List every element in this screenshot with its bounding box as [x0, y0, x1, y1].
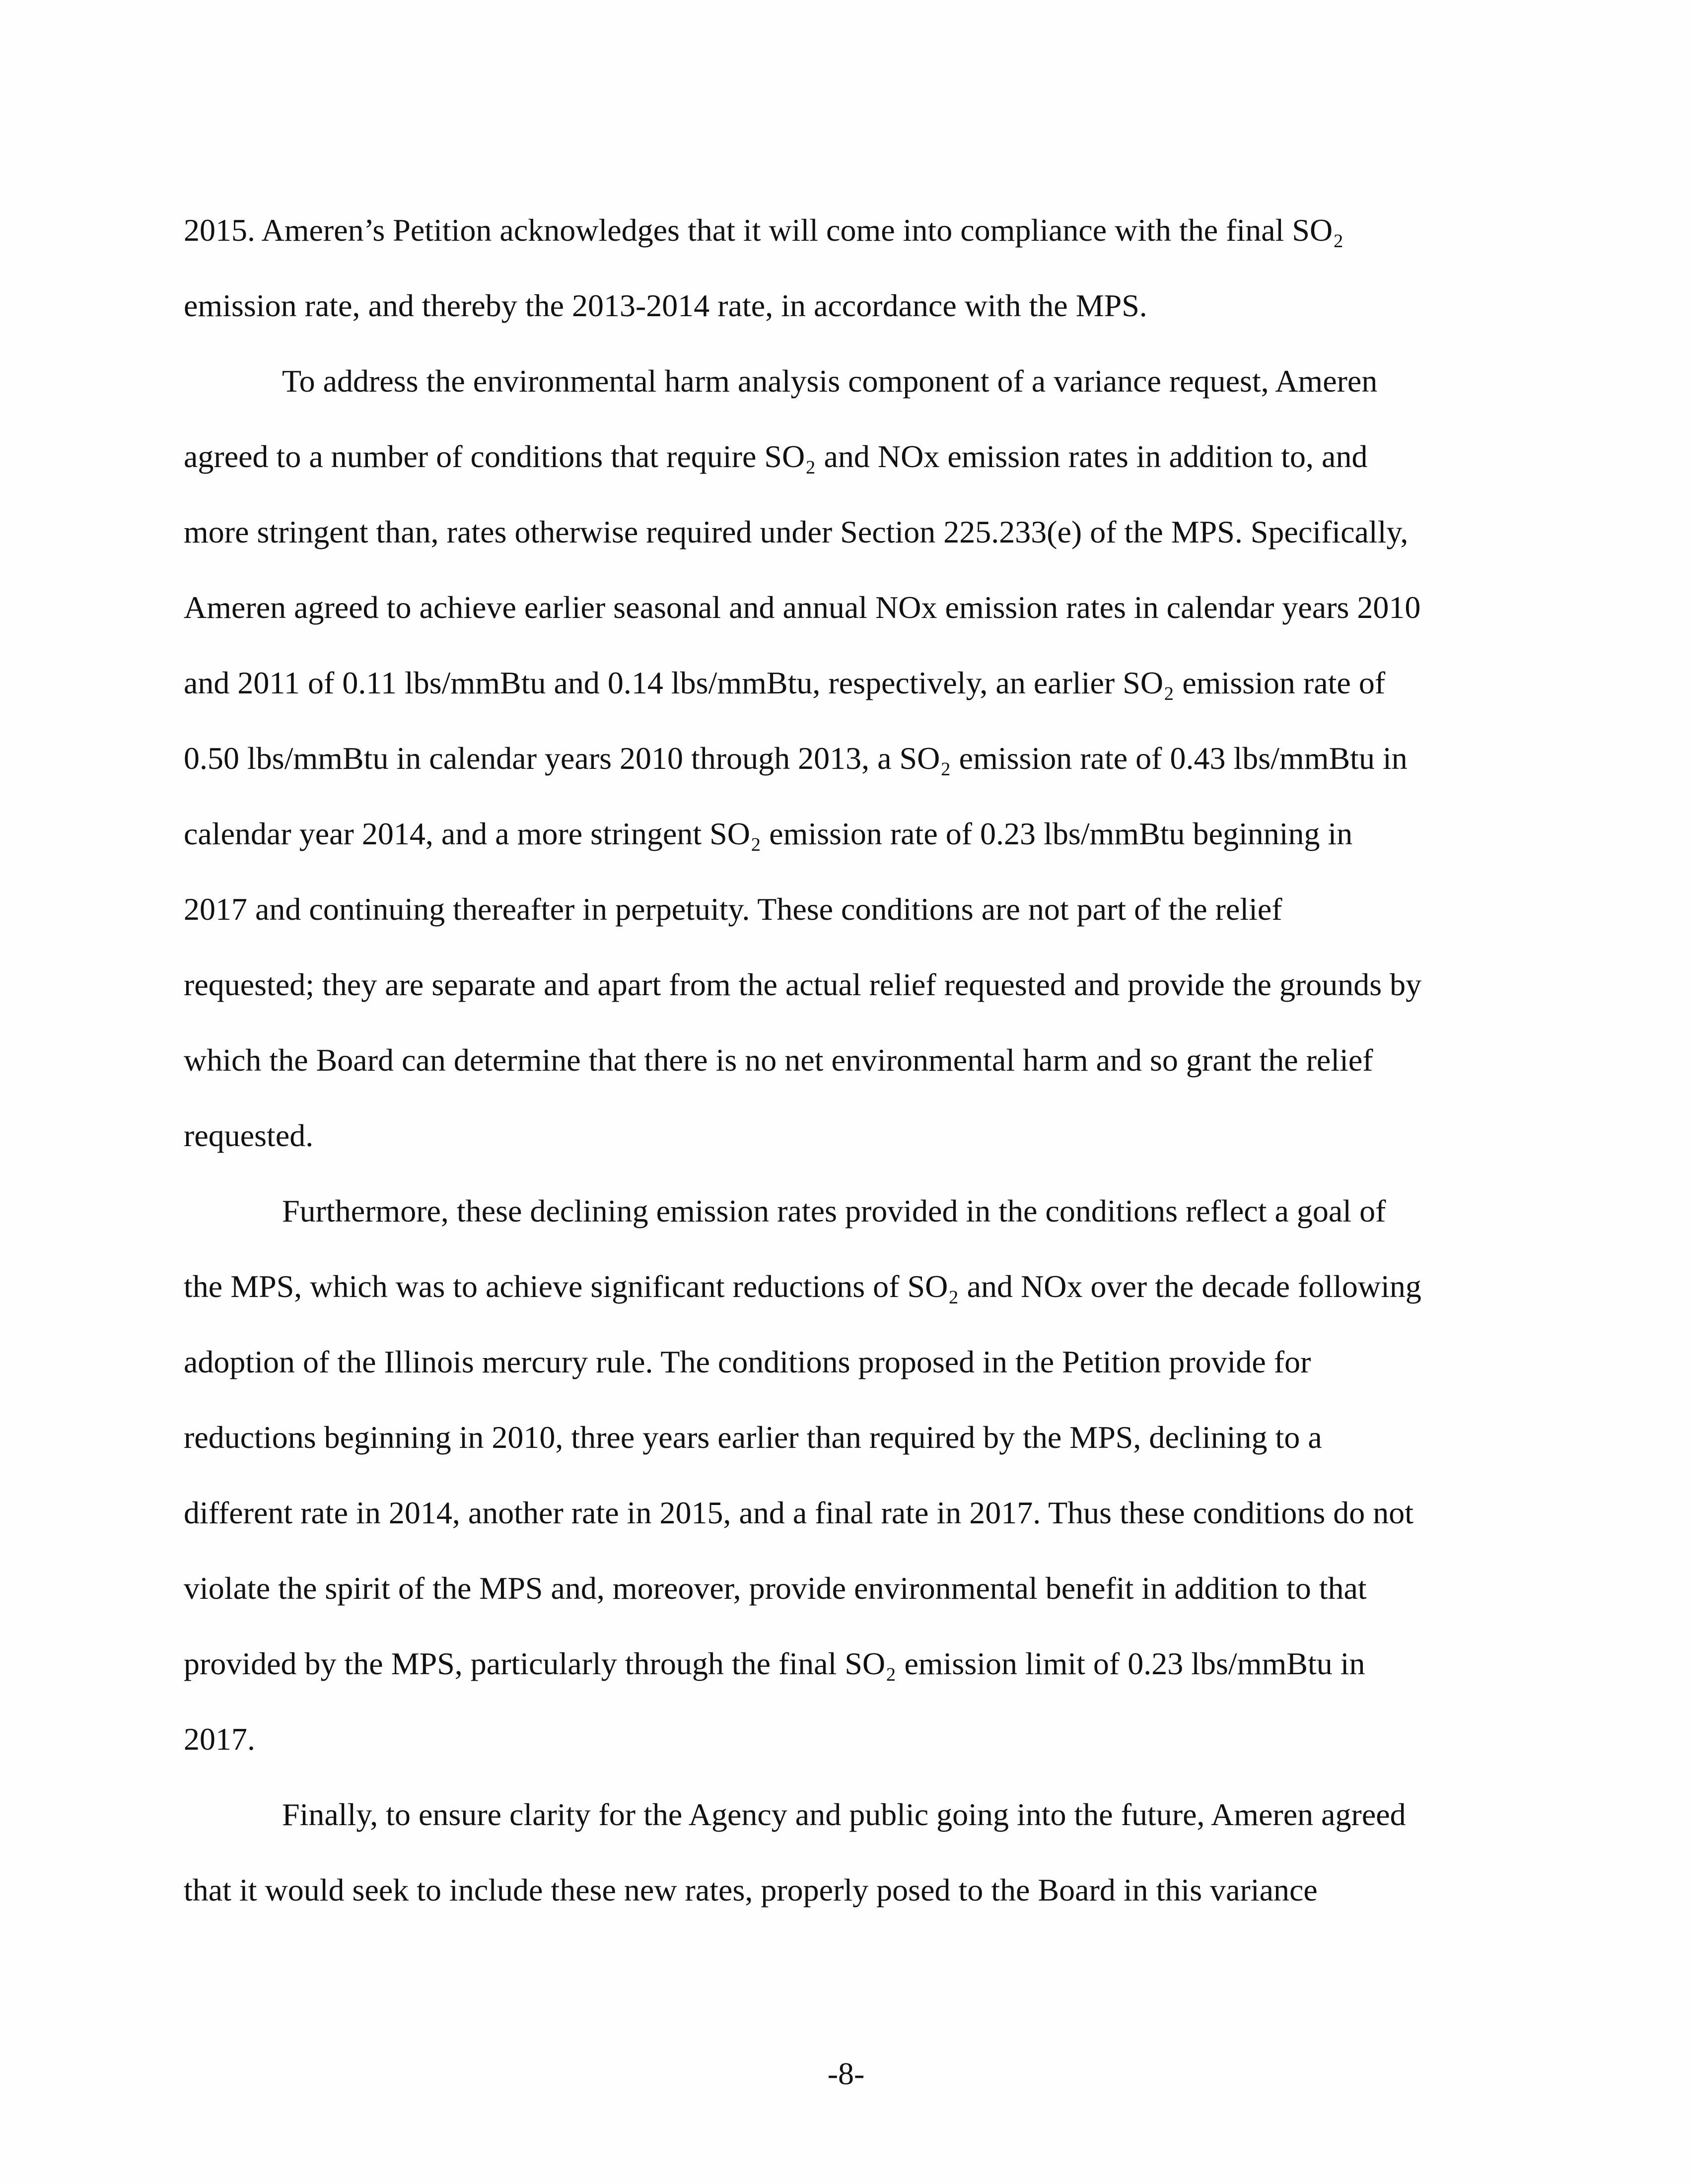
- text-line: Furthermore, these declining emission rates provided in the conditions reflect a goal of: [282, 1193, 1386, 1228]
- paragraph-1: [184, 193, 1489, 343]
- text-line: 2017 and continuing thereafter in perpetuity. These conditions are not part of the relief: [184, 891, 1282, 927]
- text-line: Ameren agreed to achieve earlier seasonal and annual NOx emission rates in calendar years 2010: [184, 590, 1421, 625]
- text-line: calendar year 2014, and a more stringent SO₂ emission rate of 0.23 lbs/mmBtu beginning in: [184, 816, 1353, 851]
- text-line: 0.50 lbs/mmBtu in calendar years 2010 through 2013, a SO₂ emission rate of 0.43 lbs/mmBtu in: [184, 741, 1408, 776]
- text-line: Finally, to ensure clarity for the Agency and public going into the future, Ameren agreed: [282, 1797, 1406, 1832]
- text-line: adoption of the Illinois mercury rule. The conditions proposed in the Petition provide for: [184, 1344, 1311, 1379]
- text-line: provided by the MPS, particularly through the final SO₂ emission limit of 0.23 lbs/mmBtu in: [184, 1646, 1365, 1681]
- text-line: that it would seek to include these new rates, properly posed to the Board in this variance: [184, 1872, 1318, 1908]
- text-line: 2015. Ameren’s Petition acknowledges that it will come into compliance with the final SO₂: [184, 212, 1344, 248]
- body-text: [184, 193, 1489, 1928]
- text-line: and 2011 of 0.11 lbs/mmBtu and 0.14 lbs/mmBtu, respectively, an earlier SO₂ emission rate of: [184, 665, 1386, 700]
- text-line: To address the environmental harm analysis component of a variance request, Ameren: [282, 363, 1378, 399]
- text-line: more stringent than, rates otherwise required under Section 225.233(e) of the MPS. Specifically,: [184, 514, 1409, 549]
- paragraph-3: [184, 1173, 1489, 1777]
- text-line: agreed to a number of conditions that require SO₂ and NOx emission rates in addition to, and: [184, 439, 1368, 474]
- text-line: emission rate, and thereby the 2013-2014 rate, in accordance with the MPS.: [184, 288, 1147, 323]
- paragraph-4: [184, 1777, 1489, 1928]
- text-line: 2017.: [184, 1721, 255, 1757]
- text-line: reductions beginning in 2010, three years earlier than required by the MPS, declining to a: [184, 1420, 1322, 1455]
- text-line: requested; they are separate and apart from the actual relief requested and provide the grounds by: [184, 967, 1422, 1002]
- text-line: requested.: [184, 1118, 314, 1153]
- text-line: different rate in 2014, another rate in 2015, and a final rate in 2017. Thus these conditions do not: [184, 1495, 1413, 1530]
- paragraph-2: [184, 343, 1489, 1173]
- text-line: which the Board can determine that there is no net environmental harm and so grant the relief: [184, 1042, 1373, 1078]
- text-line: violate the spirit of the MPS and, moreover, provide environmental benefit in addition to that: [184, 1570, 1367, 1606]
- page-number: -8-: [827, 2056, 865, 2091]
- text-line: the MPS, which was to achieve significant reductions of SO₂ and NOx over the decade following: [184, 1269, 1421, 1304]
